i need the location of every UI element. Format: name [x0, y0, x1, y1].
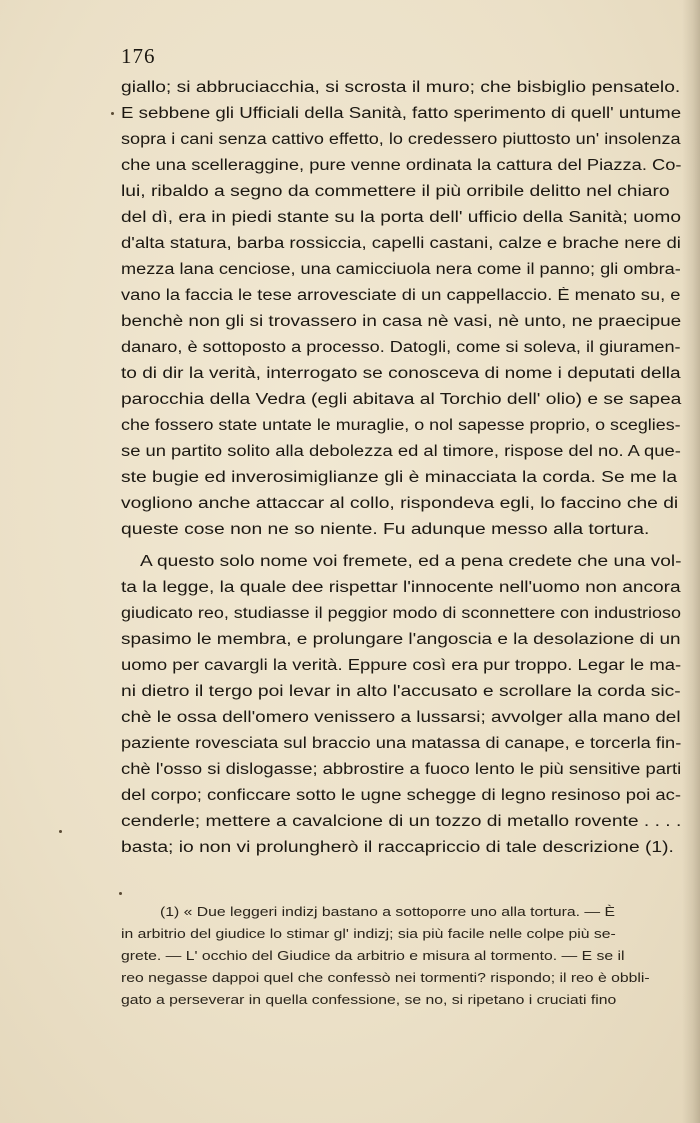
text-line: del dì, era in piedi stante su la porta dell' ufficio della Sanità; uomo	[121, 209, 681, 226]
footnote-line: in arbitrio del giudice lo stimar gl' indizj; sia più facile nelle colpe più se-	[121, 927, 616, 941]
margin-speck	[111, 112, 114, 115]
text-line: benchè non gli si trovassero in casa nè vasi, nè unto, ne praecipue	[121, 313, 682, 330]
text-line: spasimo le membra, e prolungare l'angoscia e la desolazione di un	[121, 631, 681, 648]
text-line: che fossero state untate le muraglie, o nol sapesse proprio, o sceglies-	[121, 417, 681, 434]
footnote-line: (1) « Due leggeri indizj bastano a sottoporre uno alla tortura. — È	[160, 905, 616, 919]
text-line: paziente rovesciata sul braccio una matassa di canape, e torcerla fin-	[121, 735, 682, 752]
text-line: giallo; si abbruciacchia, si scrosta il muro; che bisbiglio pensatelo.	[121, 79, 681, 96]
text-line: vano la faccia le tese arrovesciate di un cappellaccio. È menato su, e	[121, 287, 681, 304]
footnote-line: grete. — L' occhio del Giudice da arbitrio e misura al tormento. — E se il	[121, 949, 625, 963]
text-line: giudicato reo, studiasse il peggior modo di sconnettere con industrioso	[121, 605, 681, 622]
text-line: ni dietro il tergo poi levar in alto l'accusato e scrollare la corda sic-	[121, 683, 681, 700]
text-line: vogliono anche attaccar al collo, rispondeva egli, lo faccino che di	[121, 495, 679, 512]
margin-speck	[119, 892, 122, 895]
text-line: chè l'osso si dislogasse; abbrostire a fuoco lento le più sensitive parti	[121, 761, 682, 778]
text-line: sopra i cani senza cattivo effetto, lo credessero piuttosto un' insolenza	[121, 131, 681, 148]
text-line: del corpo; conficcare sotto le ugne schegge di legno resinoso poi ac-	[121, 787, 681, 804]
footnote-line: reo negasse dappoi quel che confessò nei tormenti? rispondo; il reo è obbli-	[121, 971, 650, 985]
text-line: parocchia della Vedra (egli abitava al Torchio dell' olio) e se sapea	[121, 391, 682, 408]
text-line: E sebbene gli Ufficiali della Sanità, fatto sperimento di quell' untume	[121, 105, 682, 122]
text-line: se un partito solito alla debolezza ed al timore, rispose del no. A que-	[121, 443, 681, 460]
footnote-line: gato a perseverar in quella confessione, se no, si ripetano i cruciati fino	[121, 993, 617, 1007]
text-line: d'alta statura, barba rossiccia, capelli castani, calze e brache nere di	[121, 235, 681, 252]
text-line: ta la legge, la quale dee rispettar l'innocente nell'uomo non ancora	[121, 579, 681, 596]
text-line: lui, ribaldo a segno da commettere il più orribile delitto nel chiaro	[121, 183, 670, 200]
text-line: che una scelleraggine, pure venne ordinata la cattura del Piazza. Co-	[121, 157, 682, 174]
text-line: ste bugie ed inverosimiglianze gli è minacciata la corda. Se me la	[121, 469, 678, 486]
text-line: uomo per cavargli la verità. Eppure così era pur troppo. Legar le ma-	[121, 657, 682, 674]
page-number: 176	[121, 44, 156, 68]
page-edge-shadow	[682, 0, 700, 1123]
text-line: cenderle; mettere a cavalcione di un tozzo di metallo rovente . . . .	[121, 813, 682, 830]
text-line: queste cose non ne so niente. Fu adunque messo alla tortura.	[121, 521, 650, 538]
text-line: A questo solo nome voi fremete, ed a pena credete che una vol-	[140, 553, 682, 570]
margin-speck	[59, 830, 62, 833]
text-line: basta; io non vi prolungherò il raccapriccio di tale descrizione (1).	[121, 839, 674, 856]
text-line: mezza lana cenciose, una camicciuola nera come il panno; gli ombra-	[121, 261, 681, 278]
text-line: to di dir la verità, interrogato se conosceva di nome i deputati della	[121, 365, 681, 382]
text-line: danaro, è sottoposto a processo. Datogli, come si soleva, il giuramen-	[121, 339, 681, 356]
text-line: chè le ossa dell'omero venissero a lussarsi; avvolger alla mano del	[121, 709, 681, 726]
